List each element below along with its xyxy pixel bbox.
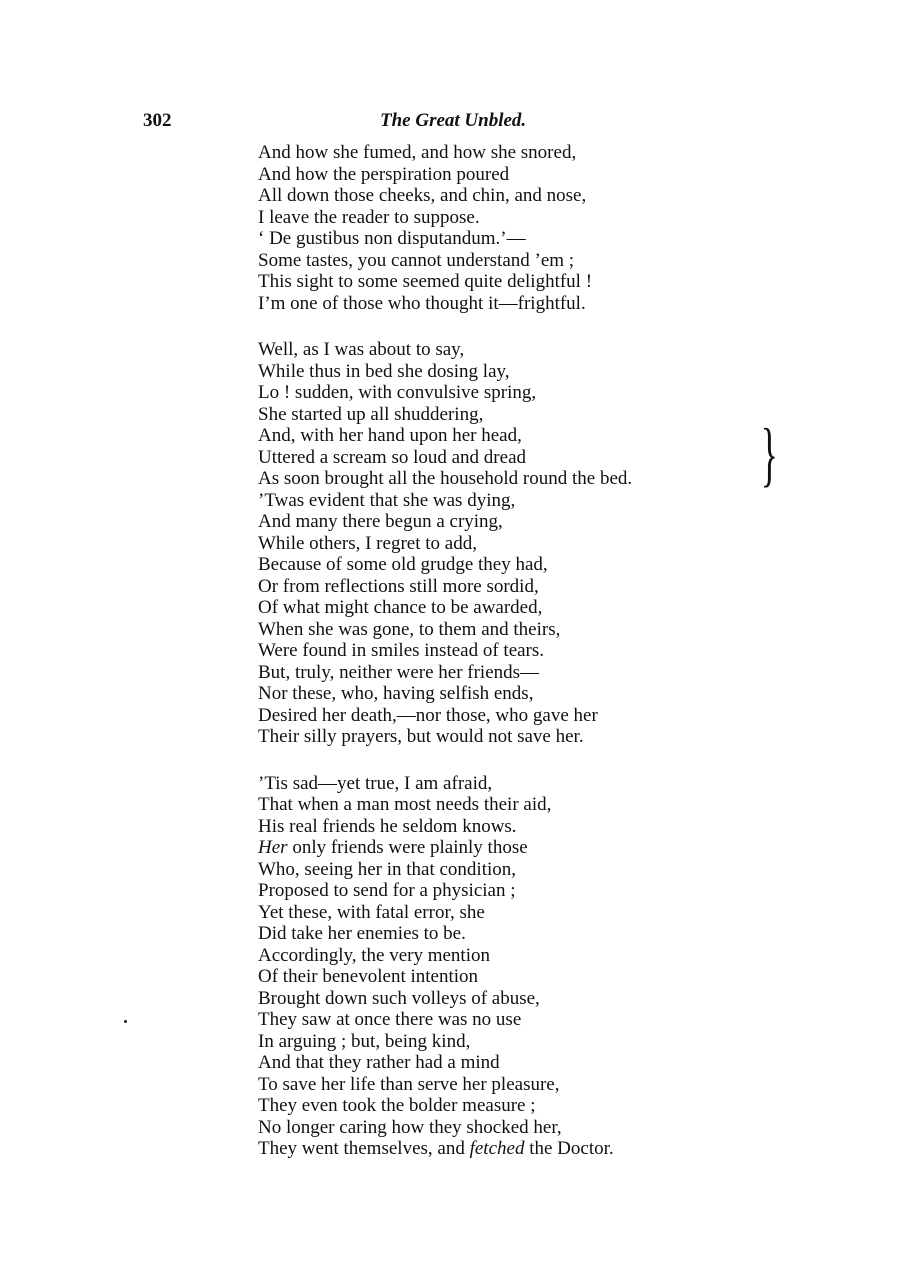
stanza (258, 339, 632, 748)
verse-line: To save her life than serve her pleasure, (258, 1073, 560, 1095)
verse-line: I’m one of those who thought it—frightful. (258, 292, 586, 314)
verse-line: Who, seeing her in that condition, (258, 858, 517, 880)
verse-line: Brought down such volleys of abuse, (258, 987, 540, 1009)
verse-line: Lo ! sudden, with convulsive spring, (258, 382, 537, 403)
verse-line: And, with her hand upon her head, (258, 425, 522, 446)
verse-line: And that they rather had a mind (258, 1052, 500, 1073)
verse-line: Of their benevolent intention (258, 966, 479, 987)
stanza (258, 773, 632, 1160)
stanza (258, 142, 632, 314)
verse-line: Accordingly, the very mention (258, 944, 490, 966)
verse-line: I leave the reader to suppose. (258, 206, 480, 228)
poem-body (258, 142, 632, 1185)
verse-line: When she was gone, to them and theirs, (258, 618, 561, 640)
verse-line: Some tastes, you cannot understand ’em ; (258, 249, 575, 271)
verse-line: She started up all shuddering, (258, 403, 484, 425)
verse-line: That when a man most needs their aid, (258, 794, 552, 815)
verse-line: Of what might chance to be awarded, (258, 597, 543, 618)
verse-line: Well, as I was about to say, (258, 339, 465, 360)
verse-line: His real friends he seldom knows. (258, 815, 517, 837)
verse-line: And how she fumed, and how she snored, (258, 142, 577, 163)
verse-line: They went themselves, and fetched the Doctor. (258, 1138, 614, 1159)
verse-line: Nor these, who, having selfish ends, (258, 683, 534, 704)
verse-line: They even took the bolder measure ; (258, 1095, 536, 1116)
verse-line: Did take her enemies to be. (258, 923, 466, 944)
verse-line: ’Tis sad—yet true, I am afraid, (258, 772, 493, 794)
page-number: 302 (143, 110, 172, 131)
verse-line: Desired her death,—nor those, who gave her (258, 704, 598, 726)
verse-line: And many there begun a crying, (258, 511, 503, 532)
triplet-brace: } (760, 414, 778, 494)
verse-line: No longer caring how they shocked her, (258, 1116, 562, 1138)
verse-line: Uttered a scream so loud and dread (258, 446, 527, 468)
verse-line: All down those cheeks, and chin, and nose, (258, 185, 587, 206)
verse-line: But, truly, neither were her friends— (258, 661, 540, 683)
verse-line: Her only friends were plainly those (258, 837, 528, 858)
print-speck (124, 1020, 127, 1023)
verse-line: Their silly prayers, but would not save her. (258, 726, 584, 747)
verse-line: Or from reflections still more sordid, (258, 575, 539, 597)
verse-line: ’Twas evident that she was dying, (258, 489, 516, 511)
verse-line: As soon brought all the household round the bed. (258, 468, 633, 489)
running-title: The Great Unbled. (380, 110, 527, 131)
verse-line: And how the perspiration poured (258, 163, 510, 185)
verse-line: While thus in bed she dosing lay, (258, 360, 510, 382)
verse-line: While others, I regret to add, (258, 532, 477, 554)
verse-line: ‘ De gustibus non disputandum.’— (258, 228, 526, 249)
verse-line: This sight to some seemed quite delightful ! (258, 271, 593, 292)
verse-line: Were found in smiles instead of tears. (258, 640, 545, 661)
verse-line: Because of some old grudge they had, (258, 554, 548, 575)
verse-line: In arguing ; but, being kind, (258, 1030, 471, 1052)
verse-line: They saw at once there was no use (258, 1009, 522, 1030)
verse-line: Proposed to send for a physician ; (258, 880, 516, 901)
verse-line: Yet these, with fatal error, she (258, 901, 485, 923)
